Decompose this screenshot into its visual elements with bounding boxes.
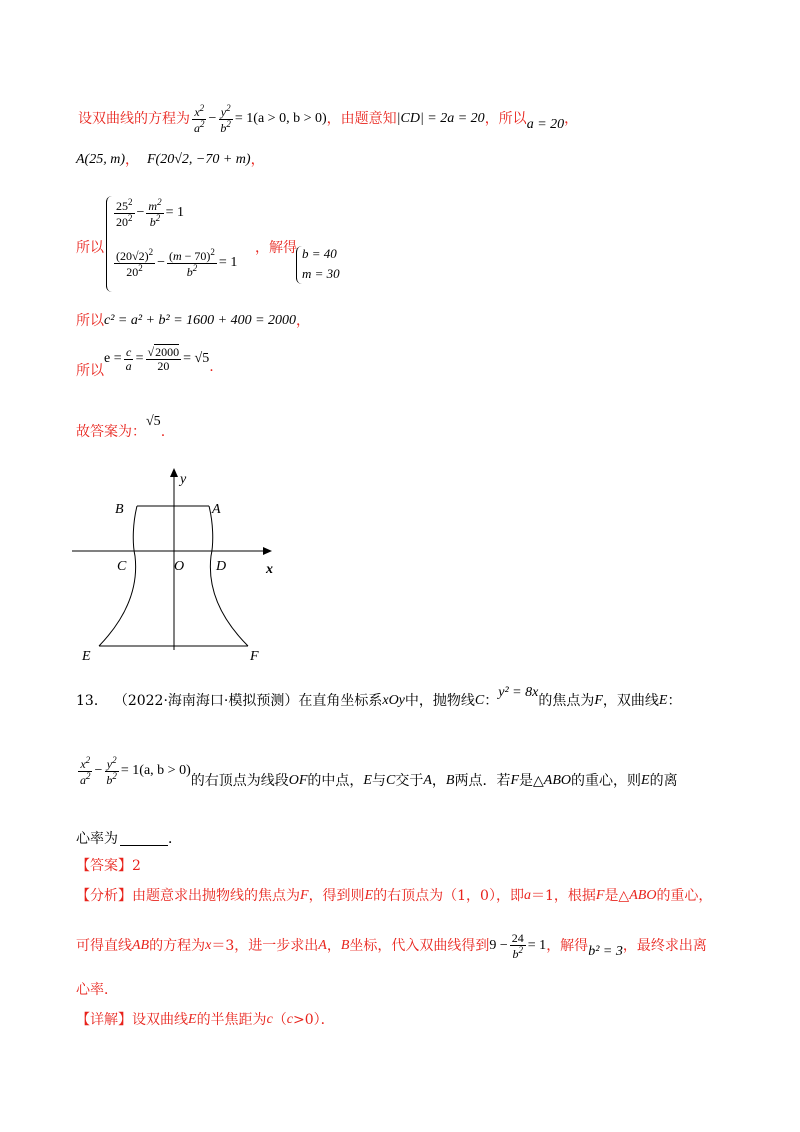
analysis-line3: 心率． xyxy=(76,982,118,998)
analysis-line2: 可得直线 AB 的方程为 x ＝3，进一步求出 A ， B 坐标，代入双曲线得到 9 − $\frac{24}{b^2}$ = 1 ，解得 b² = 3 ，最终求出离 xyxy=(76,931,707,962)
q13-line3: 心率为 ． xyxy=(76,831,182,847)
sol12-line6: 故答案为： √5 . xyxy=(76,414,166,440)
hyperbola-left-branch xyxy=(99,506,137,646)
q13-line1: 13． （2022·海南海口·模拟预测）在直角坐标系 xOy 中，抛物线 C ： y² = 8x 的焦点为 F ，双曲线 E ： xyxy=(76,685,682,709)
q13-hyperbola-equation: $\frac{x^2}{a^2}$ − $\frac{y^2}{b^2}$ = 1(a, b > 0) xyxy=(80,755,191,788)
q13-line2: $\frac{x^2}{a^2}$ − $\frac{y^2}{b^2}$ = 1(a, b > 0) 的右顶点为线段 OF 的中点， E 与 C 交于 A ， B 两点．若 F 是△ ABO 的重心，则 E 的离 xyxy=(76,756,678,787)
x-axis-arrow xyxy=(263,547,272,555)
sol12-text: 设双曲线的方程为 xyxy=(78,111,190,128)
sol12-line5: 所以 e = $\frac{c}{a}$ = $\frac{√2000}{20}$ = √5 . xyxy=(76,345,214,380)
sol12-text: ，所以 xyxy=(484,111,527,128)
hyperbola-right-branch xyxy=(209,506,248,646)
c-squared-equation: c² = a² + b² = 1600 + 400 = 2000 xyxy=(104,313,297,328)
analysis-line1: 【分析】 由题意求出抛物线的焦点为 F ，得到则 E 的右顶点为（1，0），即 a ＝1，根据 F 是△ ABO 的重心， xyxy=(76,888,713,904)
point-f: F(20√2, −70 + m) xyxy=(147,152,251,167)
sol12-line3-label: 所以 xyxy=(76,240,104,256)
hyperbola-equation: $\frac{x^2}{a^2}$ − $\frac{y^2}{b^2}$ = 1(a > 0, b > 0) xyxy=(194,103,327,136)
b-squared-result: b² = 3 xyxy=(588,944,623,960)
hyperbola-figure xyxy=(60,460,290,665)
sol12-line1: 设双曲线的方程为 $\frac{x^2}{a^2}$ − $\frac{y^2}{b^2}$ = 1(a > 0, b > 0) ，由题意知 |CD| = 2a = 20 ，所以 a = 20 ， xyxy=(78,103,579,136)
label-f: F xyxy=(250,649,259,664)
system-row1: $\frac{25^2}{20^2}$ − $\frac{m^2}{b^2}$ = 1 xyxy=(116,197,184,230)
label-e: E xyxy=(82,649,91,664)
answer-value: 2 xyxy=(132,858,141,874)
question-number: 13． xyxy=(76,693,108,709)
point-a: A(25, m) xyxy=(76,152,125,167)
parabola-equation: y² = 8x xyxy=(498,685,539,700)
detail-line: 【详解】 设双曲线 E 的半焦距为 c （ c >0）． xyxy=(76,1012,335,1028)
sol12-text: ，由题意知 xyxy=(326,111,397,128)
sol12-line4: 所以 c² = a² + b² = 1600 + 400 = 2000 ， xyxy=(76,313,311,329)
label-o: O xyxy=(174,559,185,574)
analysis-label: 【分析】 xyxy=(76,888,132,904)
analysis-equation: 9 − $\frac{24}{b^2}$ = 1 xyxy=(489,931,547,962)
answer-label: 【答案】 xyxy=(76,858,132,874)
eccentricity-equation: e = $\frac{c}{a}$ = $\frac{√2000}{20}$ = √5 xyxy=(104,345,210,374)
cd-equation: |CD| = 2a = 20 xyxy=(396,111,485,127)
answer-blank xyxy=(120,833,168,846)
label-y: y xyxy=(180,472,187,487)
label-c: C xyxy=(117,559,127,574)
sol12-line2: A(25, m) ， F(20√2, −70 + m) ， xyxy=(76,152,265,168)
result-m: m = 30 xyxy=(302,266,340,281)
y-axis-arrow xyxy=(170,468,178,477)
system-row2: $\frac{(20√2)^2}{20^2}$ − $\frac{(m - 70)^2}{b^2}$ = 1 xyxy=(116,247,238,280)
label-x: x xyxy=(266,562,273,577)
sol12-solve: ，解得 xyxy=(255,240,297,256)
result-b: b = 40 xyxy=(302,246,337,261)
label-d: D xyxy=(216,559,227,574)
answer-line xyxy=(76,858,141,875)
a-value: a = 20 xyxy=(526,117,565,133)
label-b: B xyxy=(115,502,124,517)
label-a: A xyxy=(212,502,221,517)
detail-label: 【详解】 xyxy=(76,1012,132,1028)
answer-sqrt5: √5 xyxy=(146,414,161,429)
